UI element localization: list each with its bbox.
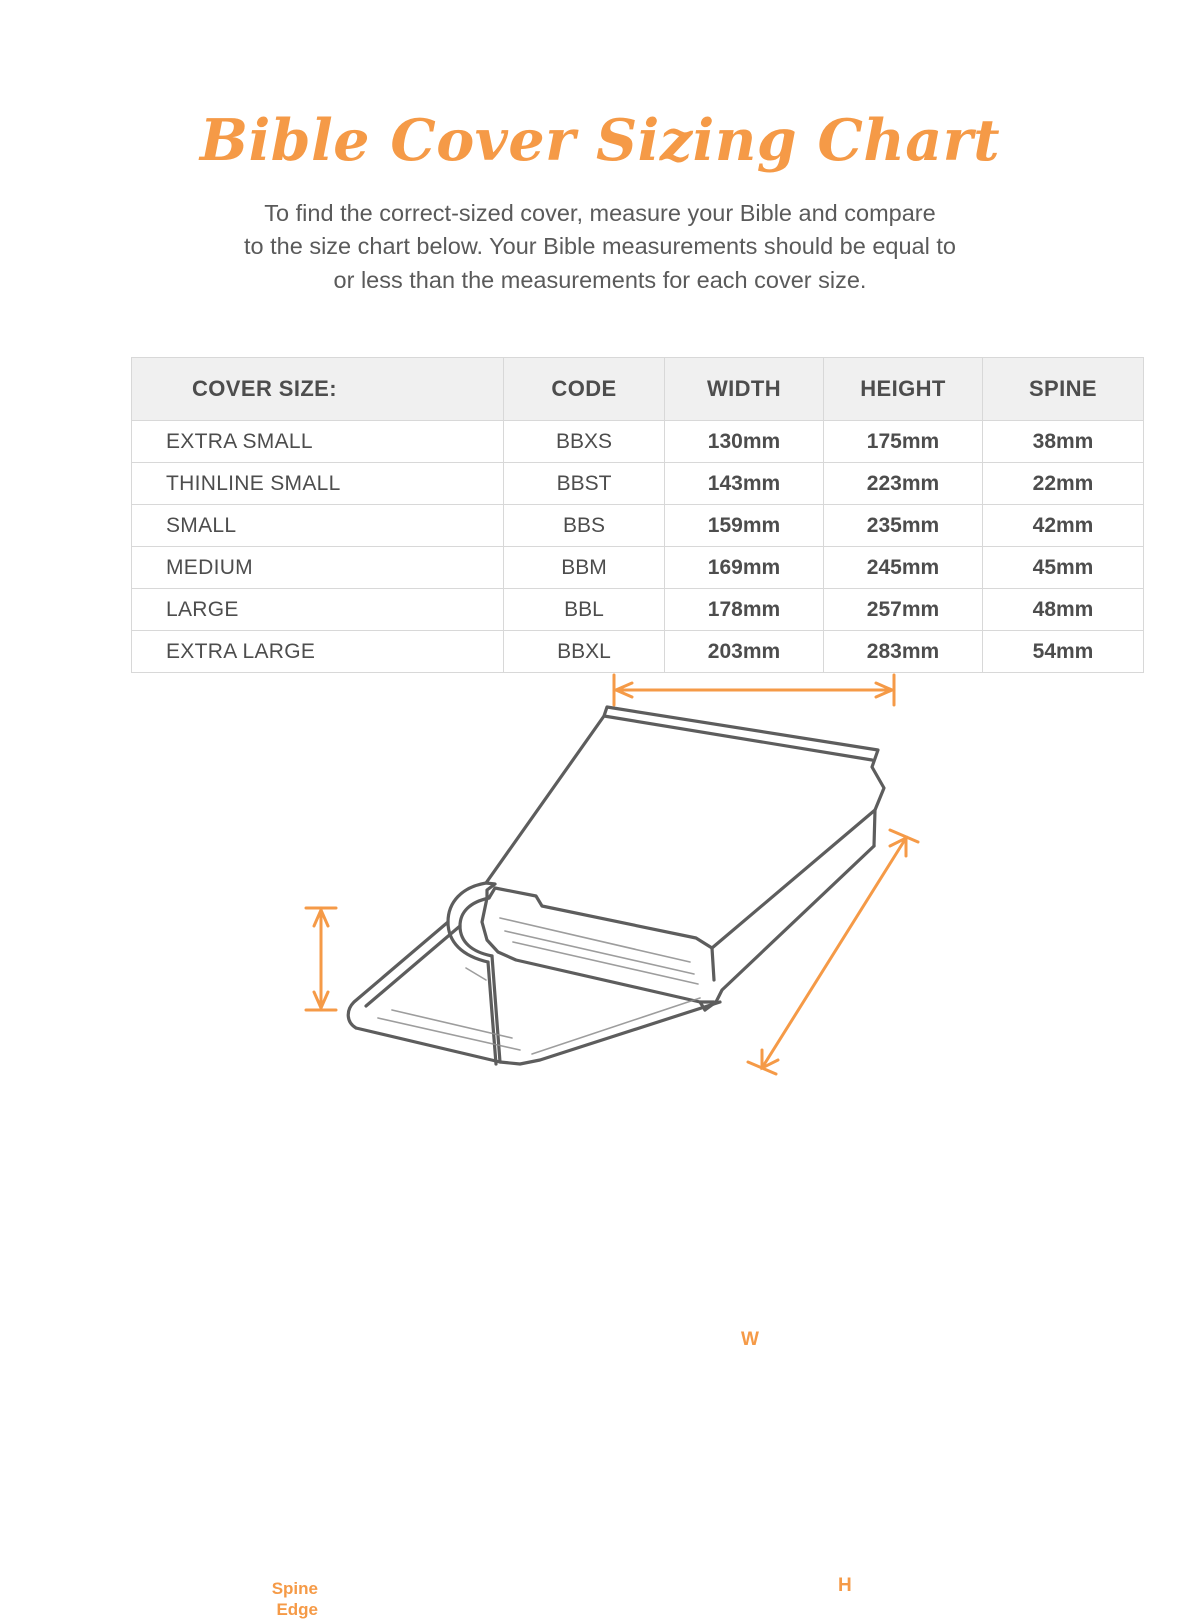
cell-cover-size: EXTRA SMALL [132, 421, 504, 463]
cell-spine: 54mm [983, 631, 1144, 673]
cell-width: 130mm [665, 421, 824, 463]
book-diagram [0, 650, 1200, 1620]
table-body [132, 421, 1144, 673]
cell-code: BBM [504, 547, 665, 589]
spine-edge-label-line1: Spine [271, 1579, 318, 1598]
table-row [132, 547, 1144, 589]
intro-line-3: or less than the measurements for each cover size. [333, 266, 867, 293]
cell-height: 245mm [824, 547, 983, 589]
intro-line-1: To find the correct-sized cover, measure your Bible and compare [264, 200, 936, 226]
column-header-height: HEIGHT [824, 358, 983, 421]
book-illustration-svg [0, 650, 1200, 1200]
page-title: Bible Cover Sizing Chart [199, 107, 1001, 174]
sizing-table-wrapper [131, 357, 1098, 673]
cell-cover-size: SMALL [132, 505, 504, 547]
column-header-spine: SPINE [983, 358, 1144, 421]
cell-height: 175mm [824, 421, 983, 463]
book-outline [348, 707, 884, 1200]
spine-edge-label [248, 1578, 318, 1621]
cell-spine: 38mm [983, 421, 1144, 463]
height-label: H [838, 1575, 852, 1596]
cell-code: BBXL [504, 631, 665, 673]
table-row [132, 505, 1144, 547]
cell-spine: 42mm [983, 505, 1144, 547]
column-header-code: CODE [504, 358, 665, 421]
cell-spine: 45mm [983, 547, 1144, 589]
table-header [132, 358, 1144, 421]
cell-cover-size: EXTRA LARGE [132, 631, 504, 673]
cell-cover-size: MEDIUM [132, 547, 504, 589]
column-header-width: WIDTH [665, 358, 824, 421]
column-header-cover-size: COVER SIZE: [132, 358, 504, 421]
cell-height: 223mm [824, 463, 983, 505]
cell-spine: 48mm [983, 589, 1144, 631]
cell-width: 178mm [665, 589, 824, 631]
spine-edge-label-line2: Edge [276, 1600, 318, 1620]
width-dimension-arrow [614, 675, 894, 705]
cell-code: BBXS [504, 421, 665, 463]
cell-code: BBL [504, 589, 665, 631]
sizing-table [131, 357, 1144, 673]
table-header-row [132, 358, 1144, 421]
cell-width: 169mm [665, 547, 824, 589]
cell-cover-size: THINLINE SMALL [132, 463, 504, 505]
cell-height: 283mm [824, 631, 983, 673]
cell-spine: 22mm [983, 463, 1144, 505]
cell-width: 159mm [665, 505, 824, 547]
width-label: W [741, 1329, 759, 1350]
cell-width: 203mm [665, 631, 824, 673]
intro-paragraph [140, 197, 1060, 297]
cell-code: BBST [504, 463, 665, 505]
cell-cover-size: LARGE [132, 589, 504, 631]
cell-height: 257mm [824, 589, 983, 631]
height-dimension-arrow [748, 830, 918, 1074]
table-row [132, 421, 1144, 463]
table-row [132, 589, 1144, 631]
intro-line-2: to the size chart below. Your Bible measurements should be equal to [244, 233, 956, 260]
table-row [132, 463, 1144, 505]
spine-dimension-arrow [306, 908, 336, 1010]
cell-height: 235mm [824, 505, 983, 547]
cell-width: 143mm [665, 463, 824, 505]
cell-code: BBS [504, 505, 665, 547]
